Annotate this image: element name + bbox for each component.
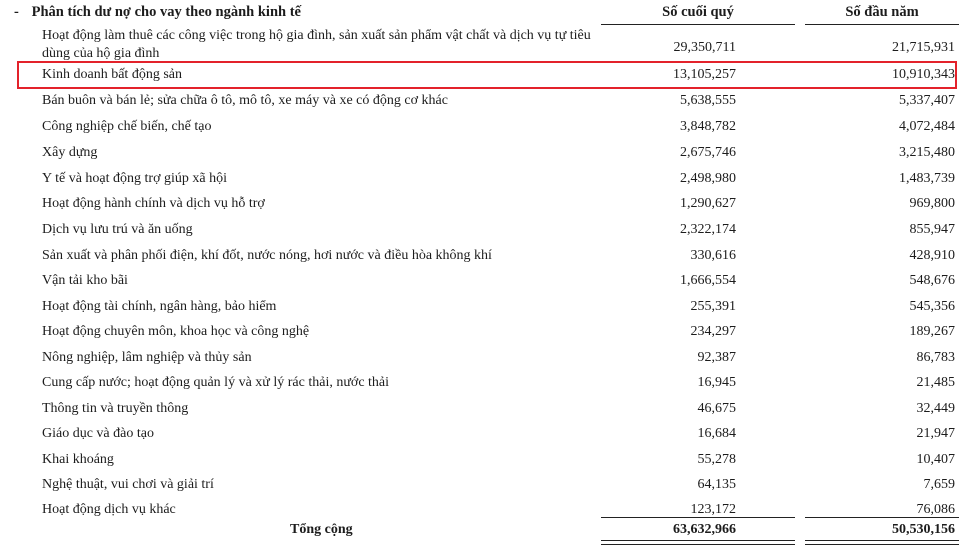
title-dash: -	[14, 4, 19, 20]
table-row	[0, 140, 966, 166]
row-start-year-value: 4,072,484	[899, 119, 955, 134]
total-top-line-1	[601, 517, 795, 518]
row-end-quarter-value: 330,616	[690, 248, 736, 263]
table-row	[0, 243, 966, 269]
row-end-quarter-value: 5,638,555	[680, 93, 736, 108]
row-start-year-value: 5,337,407	[899, 93, 955, 108]
row-label: Công nghiệp chế biến, chế tạo	[42, 119, 212, 134]
row-label: Khai khoáng	[42, 452, 114, 467]
row-end-quarter-value: 234,297	[690, 324, 736, 339]
row-start-year-value: 32,449	[916, 401, 955, 416]
row-start-year-value: 10,407	[916, 452, 955, 467]
row-end-quarter-value: 64,135	[697, 477, 736, 492]
row-label: Giáo dục và đào tạo	[42, 426, 154, 441]
total-double-underline-1	[601, 540, 795, 545]
row-start-year-value: 76,086	[916, 502, 955, 517]
table-row	[0, 472, 966, 498]
row-end-quarter-value: 2,322,174	[680, 222, 736, 237]
row-end-quarter-value: 3,848,782	[680, 119, 736, 134]
row-start-year-value: 21,485	[916, 375, 955, 390]
row-label: Hoạt động làm thuê các công việc trong hộ gia đình, sản xuất sản phẩm vật chất và dịch vụ tự tiêu dùng của hộ gia đình	[42, 28, 591, 61]
row-end-quarter-value: 1,290,627	[680, 196, 736, 211]
row-label: Hoạt động hành chính và dịch vụ hỗ trợ	[42, 196, 265, 211]
table-row	[0, 370, 966, 396]
table-row	[0, 217, 966, 243]
row-label: Sản xuất và phân phối điện, khí đốt, nước nóng, hơi nước và điều hòa không khí	[42, 248, 492, 263]
column-header-end-quarter: Số cuối quý	[662, 4, 734, 20]
row-end-quarter-value: 16,684	[697, 426, 736, 441]
row-start-year-value: 855,947	[909, 222, 955, 237]
row-label: Bán buôn và bán lẻ; sửa chữa ô tô, mô tô, xe máy và xe có động cơ khác	[42, 93, 448, 108]
row-end-quarter-value: 2,675,746	[680, 145, 736, 160]
row-label: Xây dựng	[42, 145, 98, 160]
row-start-year-value: 21,715,931	[892, 40, 955, 55]
table-row	[0, 88, 966, 114]
row-end-quarter-value: 46,675	[697, 401, 736, 416]
total-double-underline-2	[805, 540, 959, 545]
column-header-start-year: Số đầu năm	[845, 4, 919, 20]
table-row	[0, 421, 966, 447]
total-top-line-2	[805, 517, 959, 518]
table-row	[0, 268, 966, 294]
row-start-year-value: 86,783	[916, 350, 955, 365]
row-label: Kinh doanh bất động sản	[42, 67, 182, 82]
row-start-year-value: 969,800	[909, 196, 955, 211]
row-label: Nông nghiệp, lâm nghiệp và thủy sản	[42, 350, 252, 365]
row-start-year-value: 545,356	[909, 299, 955, 314]
row-end-quarter-value: 255,391	[690, 299, 736, 314]
table-row	[0, 396, 966, 422]
row-end-quarter-value: 16,945	[697, 375, 736, 390]
row-label: Hoạt động dịch vụ khác	[42, 502, 176, 517]
table-row	[0, 114, 966, 140]
row-label: Vận tải kho bãi	[42, 273, 128, 288]
row-label: Thông tin và truyền thông	[42, 401, 189, 416]
row-label: Hoạt động chuyên môn, khoa học và công nghệ	[42, 324, 310, 339]
row-start-year-value: 428,910	[909, 248, 955, 263]
row-end-quarter-value: 2,498,980	[680, 171, 736, 186]
row-label: Dịch vụ lưu trú và ăn uống	[42, 222, 193, 237]
table-row	[0, 24, 966, 62]
row-label: Cung cấp nước; hoạt động quản lý và xử lý rác thải, nước thải	[42, 375, 390, 390]
total-end-quarter: 63,632,966	[673, 522, 736, 537]
total-start-year: 50,530,156	[892, 522, 955, 537]
table-row	[0, 166, 966, 192]
table-row	[0, 294, 966, 320]
total-label: Tổng cộng	[290, 522, 353, 537]
row-end-quarter-value: 123,172	[690, 502, 736, 517]
title-text: Phân tích dư nợ cho vay theo ngành kinh tế	[31, 4, 301, 20]
row-end-quarter-value: 55,278	[697, 452, 736, 467]
row-start-year-value: 548,676	[909, 273, 955, 288]
table-row	[0, 319, 966, 345]
table-title	[14, 4, 301, 21]
row-end-quarter-value: 13,105,257	[673, 67, 736, 82]
row-start-year-value: 1,483,739	[899, 171, 955, 186]
row-end-quarter-value: 92,387	[697, 350, 736, 365]
row-start-year-value: 7,659	[923, 477, 955, 492]
table-row	[0, 191, 966, 217]
row-label: Y tế và hoạt động trợ giúp xã hội	[42, 171, 227, 186]
table-row	[0, 345, 966, 371]
table-row	[0, 447, 966, 473]
row-label: Nghệ thuật, vui chơi và giải trí	[42, 477, 214, 492]
row-end-quarter-value: 29,350,711	[673, 40, 736, 55]
row-start-year-value: 10,910,343	[892, 67, 955, 82]
highlight-box	[17, 61, 957, 89]
row-start-year-value: 189,267	[909, 324, 955, 339]
row-label: Hoạt động tài chính, ngân hàng, bảo hiểm	[42, 299, 277, 314]
row-start-year-value: 21,947	[916, 426, 955, 441]
row-start-year-value: 3,215,480	[899, 145, 955, 160]
row-end-quarter-value: 1,666,554	[680, 273, 736, 288]
